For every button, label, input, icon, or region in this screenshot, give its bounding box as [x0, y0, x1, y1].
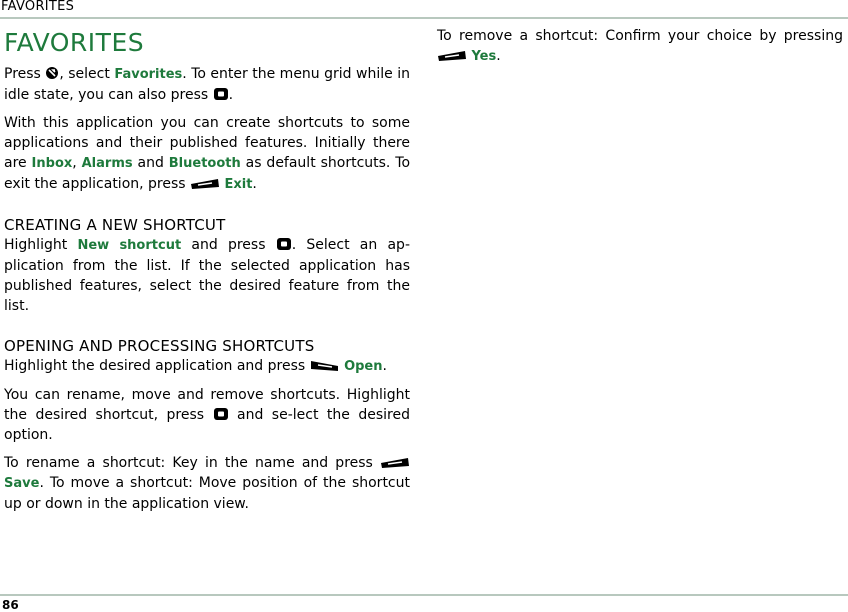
left-soft-key-icon — [380, 457, 410, 469]
text: To rename a shortcut: Key in the name and press — [4, 455, 380, 471]
left-column — [4, 26, 410, 522]
keyword-exit: Exit — [224, 177, 253, 192]
keyword-bluetooth: Bluetooth — [168, 156, 241, 171]
left-soft-key-icon — [190, 178, 220, 190]
text: as default shortcuts. To exit the application, press — [4, 155, 411, 192]
keyword-alarms: Alarms — [81, 156, 133, 171]
description-paragraph — [4, 113, 410, 195]
text: You can rename, move and remove shortcuts. Highlight the desired shortcut, press — [4, 387, 410, 423]
menu-key-icon — [45, 66, 59, 80]
creating-shortcut-paragraph — [4, 235, 410, 316]
right-column — [437, 26, 843, 75]
center-key-icon — [213, 87, 229, 101]
text: . Select an ap-plication from the list. If the selected application has published features, select the desired feature from the list. — [4, 237, 410, 314]
page-header-title: FAVORITES — [1, 0, 75, 14]
text: With this application you can create shortcuts to some applications and their published features. Initially there are — [4, 115, 410, 171]
text: and — [132, 155, 169, 171]
remove-shortcut-paragraph — [437, 26, 843, 67]
center-key-icon — [276, 237, 292, 251]
left-soft-key-icon — [437, 50, 467, 62]
keyword-new-shortcut: New shortcut — [77, 238, 182, 253]
text: . — [496, 48, 501, 64]
text: . — [382, 358, 387, 374]
keyword-open: Open — [344, 359, 383, 374]
text: . To move a shortcut: Move position of the shortcut up or down in the application view. — [4, 475, 410, 512]
keyword-inbox: Inbox — [31, 156, 73, 171]
center-key-icon — [213, 407, 229, 421]
text: and press — [181, 237, 276, 253]
page-number: 86 — [2, 598, 19, 612]
text: and se-lect the desired option. — [4, 407, 410, 443]
opening-shortcuts-paragraph — [4, 356, 410, 377]
keyword-save: Save — [4, 476, 40, 491]
rename-move-paragraph — [4, 385, 410, 445]
text: . To enter the menu grid while in idle state, you can also press — [4, 66, 410, 103]
opening-shortcuts-heading: OPENING AND PROCESSING SHORTCUTS — [4, 337, 315, 355]
text: Press — [4, 66, 46, 82]
section-title: FAVORITES — [4, 28, 145, 57]
text: , select — [59, 66, 115, 82]
text: Highlight — [4, 237, 78, 253]
right-soft-key-icon — [310, 360, 340, 372]
keyword-favorites: Favorites — [114, 67, 183, 82]
text: . — [252, 176, 257, 192]
intro-paragraph — [4, 64, 410, 105]
header-divider — [0, 17, 848, 19]
keyword-yes: Yes — [471, 49, 497, 64]
creating-shortcut-heading: CREATING A NEW SHORTCUT — [4, 216, 226, 234]
rename-instructions-paragraph — [4, 453, 410, 514]
text: To remove a shortcut: Confirm your choice by pressing — [437, 28, 843, 44]
text: , — [72, 155, 82, 171]
footer-divider — [0, 594, 848, 596]
text: Highlight the desired application and press — [4, 358, 310, 374]
text: . — [228, 87, 234, 103]
